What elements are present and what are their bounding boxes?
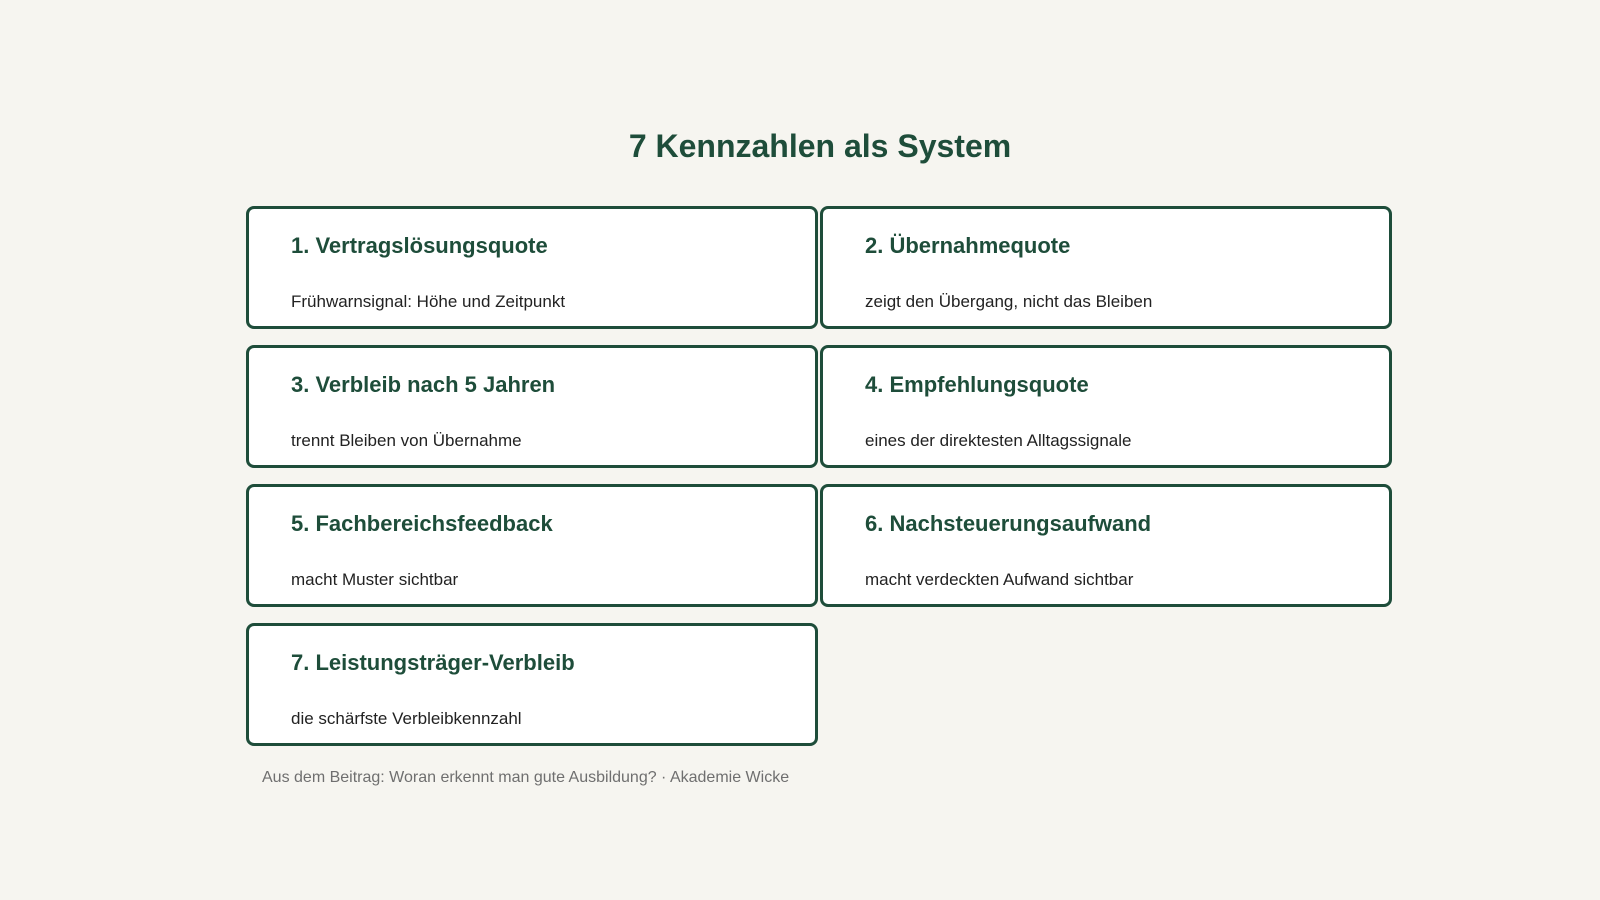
kpi-card-description: eines der direktesten Alltagssignale [865,431,1132,450]
page-title: 7 Kennzahlen als System [628,128,1012,164]
kpi-card-heading: 1. Vertragslösungsquote [291,233,548,258]
kpi-card-2 [820,206,1392,329]
kpi-card-heading: 4. Empfehlungsquote [865,372,1089,397]
kpi-card-4 [820,345,1392,468]
kpi-card-description: macht Muster sichtbar [291,570,459,589]
source-footer: Aus dem Beitrag: Woran erkennt man gute Ausbildung? · Akademie Wicke [262,769,790,786]
kpi-card-heading: 2. Übernahmequote [865,233,1071,258]
kpi-card-3 [246,345,818,468]
kpi-card-heading: 6. Nachsteuerungsaufwand [865,511,1152,536]
kpi-card-5 [246,484,818,607]
kpi-card-description: zeigt den Übergang, nicht das Bleiben [865,292,1153,311]
kpi-card-heading: 3. Verbleib nach 5 Jahren [291,372,556,397]
kpi-card-description: trennt Bleiben von Übernahme [291,431,522,450]
kpi-card-1 [246,206,818,329]
kpi-card-description: Frühwarnsignal: Höhe und Zeitpunkt [291,292,566,311]
kpi-card-heading: 7. Leistungsträger-Verbleib [291,650,575,675]
kpi-card-6 [820,484,1392,607]
kpi-card-description: die schärfste Verbleibkennzahl [291,709,522,728]
kpi-card-7 [246,623,818,746]
kpi-card-heading: 5. Fachbereichsfeedback [291,511,553,536]
kpi-card-description: macht verdeckten Aufwand sichtbar [865,570,1134,589]
